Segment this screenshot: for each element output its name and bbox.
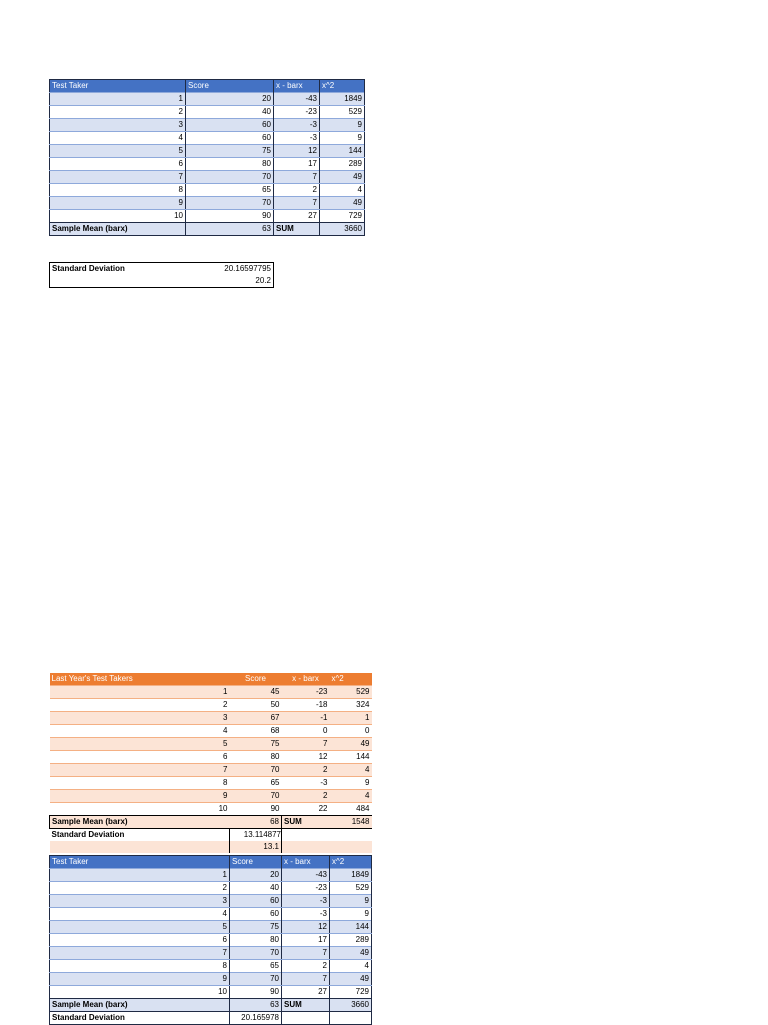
deviation-cell: 0 [282,725,330,738]
squared-cell: 1849 [330,869,372,882]
score-cell: 80 [230,751,282,764]
deviation-cell: 7 [282,973,330,986]
deviation-cell: -23 [274,106,320,119]
squared-cell: 49 [320,171,365,184]
deviation-cell: 2 [274,184,320,197]
row-index-cell: 9 [50,790,230,803]
squared-cell: 49 [320,197,365,210]
table-row [50,197,365,210]
sum-value: 1548 [330,816,372,829]
deviation-cell: 2 [282,790,330,803]
squared-cell: 9 [320,132,365,145]
score-cell: 70 [230,764,282,777]
score-cell: 20 [230,869,282,882]
score-cell: 70 [230,973,282,986]
sample-mean-label: Sample Mean (barx) [50,223,186,236]
table-row [50,699,372,712]
table-row [50,93,365,106]
table-row [50,764,372,777]
standard-deviation-label: Standard Deviation [50,1012,230,1025]
score-cell: 40 [230,882,282,895]
row-index-cell: 10 [50,210,186,223]
score-cell: 70 [186,197,274,210]
last-year-test-takers-table [49,673,372,853]
squared-cell: 529 [320,106,365,119]
row-index-cell: 3 [50,895,230,908]
squared-cell: 289 [330,934,372,947]
row-index-cell: 5 [50,145,186,158]
sample-mean-value: 63 [230,999,282,1012]
score-cell: 90 [186,210,274,223]
score-cell: 60 [186,119,274,132]
table-row [50,895,372,908]
squared-cell: 9 [330,777,372,790]
column-header: Score [186,80,274,93]
score-cell: 65 [230,960,282,973]
deviation-cell: -23 [282,882,330,895]
deviation-cell: 7 [282,738,330,751]
table-row [50,973,372,986]
score-cell: 75 [230,921,282,934]
table-row [50,132,365,145]
standard-deviation-rounded-row [50,841,372,853]
table-row [50,712,372,725]
squared-cell: 729 [320,210,365,223]
column-header: x - barx [282,673,330,686]
table-row [50,686,372,699]
score-cell: 60 [230,895,282,908]
row-index-cell: 1 [50,869,230,882]
row-index-cell: 2 [50,106,186,119]
squared-cell: 144 [330,921,372,934]
table-row [50,106,365,119]
deviation-cell: -23 [282,686,330,699]
row-index-cell: 7 [50,171,186,184]
deviation-cell: -1 [282,712,330,725]
table-row [50,869,372,882]
row-index-cell: 4 [50,725,230,738]
row-index-cell: 6 [50,158,186,171]
table-row [50,119,365,132]
sum-value: 3660 [320,223,365,236]
deviation-cell: 17 [274,158,320,171]
squared-cell: 529 [330,686,372,699]
squared-cell: 4 [330,764,372,777]
deviation-cell: 2 [282,764,330,777]
squared-cell: 4 [320,184,365,197]
row-index-cell: 10 [50,803,230,816]
score-cell: 50 [230,699,282,712]
squared-cell: 729 [330,986,372,999]
standard-deviation-rounded: 20.2 [255,276,271,285]
column-header: x - barx [274,80,320,93]
sum-label: SUM [282,816,330,829]
deviation-cell: -3 [282,908,330,921]
column-header: Last Year's Test Takers [50,673,230,686]
table-row [50,171,365,184]
row-index-cell: 3 [50,712,230,725]
table-row [50,908,372,921]
sample-mean-label: Sample Mean (barx) [50,816,230,829]
row-index-cell: 9 [50,197,186,210]
table-row [50,145,365,158]
standard-deviation-value: 13.114877 [230,829,282,842]
squared-cell: 484 [330,803,372,816]
row-index-cell: 8 [50,184,186,197]
squared-cell: 529 [330,882,372,895]
row-index-cell: 8 [50,960,230,973]
deviation-cell: 2 [282,960,330,973]
table-row [50,184,365,197]
deviation-cell: -3 [282,895,330,908]
score-cell: 70 [186,171,274,184]
sample-mean-row [50,223,365,236]
row-index-cell: 2 [50,882,230,895]
squared-cell: 1 [330,712,372,725]
deviation-cell: 12 [282,921,330,934]
table-row [50,947,372,960]
standard-deviation-label: Standard Deviation [52,264,125,273]
squared-cell: 49 [330,947,372,960]
standard-deviation-box [49,262,274,288]
sum-label: SUM [274,223,320,236]
table-header-row [50,673,372,686]
row-index-cell: 10 [50,986,230,999]
deviation-cell: -43 [274,93,320,106]
row-index-cell: 1 [50,686,230,699]
squared-cell: 49 [330,738,372,751]
column-header: x^2 [320,80,365,93]
score-cell: 65 [186,184,274,197]
sum-label: SUM [282,999,330,1012]
row-index-cell: 4 [50,132,186,145]
sample-mean-label: Sample Mean (barx) [50,999,230,1012]
table-row [50,960,372,973]
row-index-cell: 5 [50,738,230,751]
sample-mean-row [50,816,372,829]
column-header: Score [230,673,282,686]
squared-cell: 0 [330,725,372,738]
score-cell: 45 [230,686,282,699]
score-cell: 60 [230,908,282,921]
sample-mean-value: 68 [230,816,282,829]
table-row [50,882,372,895]
row-index-cell: 6 [50,934,230,947]
score-cell: 40 [186,106,274,119]
row-index-cell: 6 [50,751,230,764]
deviation-cell: 22 [282,803,330,816]
row-index-cell: 5 [50,921,230,934]
score-cell: 90 [230,803,282,816]
squared-cell: 1849 [320,93,365,106]
table-row [50,751,372,764]
score-cell: 70 [230,790,282,803]
column-header: Score [230,856,282,869]
standard-deviation-value: 20.165978 [230,1012,282,1025]
deviation-cell: -43 [282,869,330,882]
table-row [50,790,372,803]
table-header-row [50,856,372,869]
row-index-cell: 4 [50,908,230,921]
score-cell: 65 [230,777,282,790]
deviation-cell: 7 [282,947,330,960]
column-header: x^2 [330,856,372,869]
deviation-cell: 12 [274,145,320,158]
deviation-cell: -3 [274,119,320,132]
row-index-cell: 7 [50,764,230,777]
squared-cell: 9 [330,908,372,921]
row-index-cell: 2 [50,699,230,712]
score-cell: 68 [230,725,282,738]
table-row [50,210,365,223]
table-row [50,934,372,947]
deviation-cell: -3 [274,132,320,145]
squared-cell: 9 [320,119,365,132]
column-header: x - barx [282,856,330,869]
deviation-cell: 7 [274,171,320,184]
standard-deviation-rounded: 13.1 [230,841,282,853]
row-index-cell: 9 [50,973,230,986]
deviation-cell: 7 [274,197,320,210]
table-row [50,921,372,934]
table-header-row [50,80,365,93]
squared-cell: 289 [320,158,365,171]
squared-cell: 144 [320,145,365,158]
table-row [50,777,372,790]
deviation-cell: 27 [274,210,320,223]
test-taker-table [49,79,365,236]
score-cell: 67 [230,712,282,725]
score-cell: 20 [186,93,274,106]
deviation-cell: -3 [282,777,330,790]
standard-deviation-row [50,829,372,842]
row-index-cell: 7 [50,947,230,960]
squared-cell: 324 [330,699,372,712]
squared-cell: 4 [330,790,372,803]
standard-deviation-row [50,1012,372,1025]
score-cell: 70 [230,947,282,960]
row-index-cell: 1 [50,93,186,106]
table-row [50,725,372,738]
squared-cell: 4 [330,960,372,973]
table-row [50,803,372,816]
table-row [50,158,365,171]
squared-cell: 49 [330,973,372,986]
sample-mean-value: 63 [186,223,274,236]
table-row [50,986,372,999]
deviation-cell: 12 [282,751,330,764]
row-index-cell: 3 [50,119,186,132]
test-taker-table-2 [49,855,372,1025]
deviation-cell: 27 [282,986,330,999]
column-header: Test Taker [50,856,230,869]
column-header: Test Taker [50,80,186,93]
deviation-cell: 17 [282,934,330,947]
standard-deviation-label: Standard Deviation [50,829,230,842]
score-cell: 75 [186,145,274,158]
score-cell: 60 [186,132,274,145]
score-cell: 75 [230,738,282,751]
score-cell: 80 [230,934,282,947]
sample-mean-row [50,999,372,1012]
deviation-cell: -18 [282,699,330,712]
score-cell: 90 [230,986,282,999]
standard-deviation-value: 20.16597795 [224,264,271,273]
column-header: x^2 [330,673,372,686]
squared-cell: 9 [330,895,372,908]
row-index-cell: 8 [50,777,230,790]
squared-cell: 144 [330,751,372,764]
sum-value: 3660 [330,999,372,1012]
score-cell: 80 [186,158,274,171]
table-row [50,738,372,751]
